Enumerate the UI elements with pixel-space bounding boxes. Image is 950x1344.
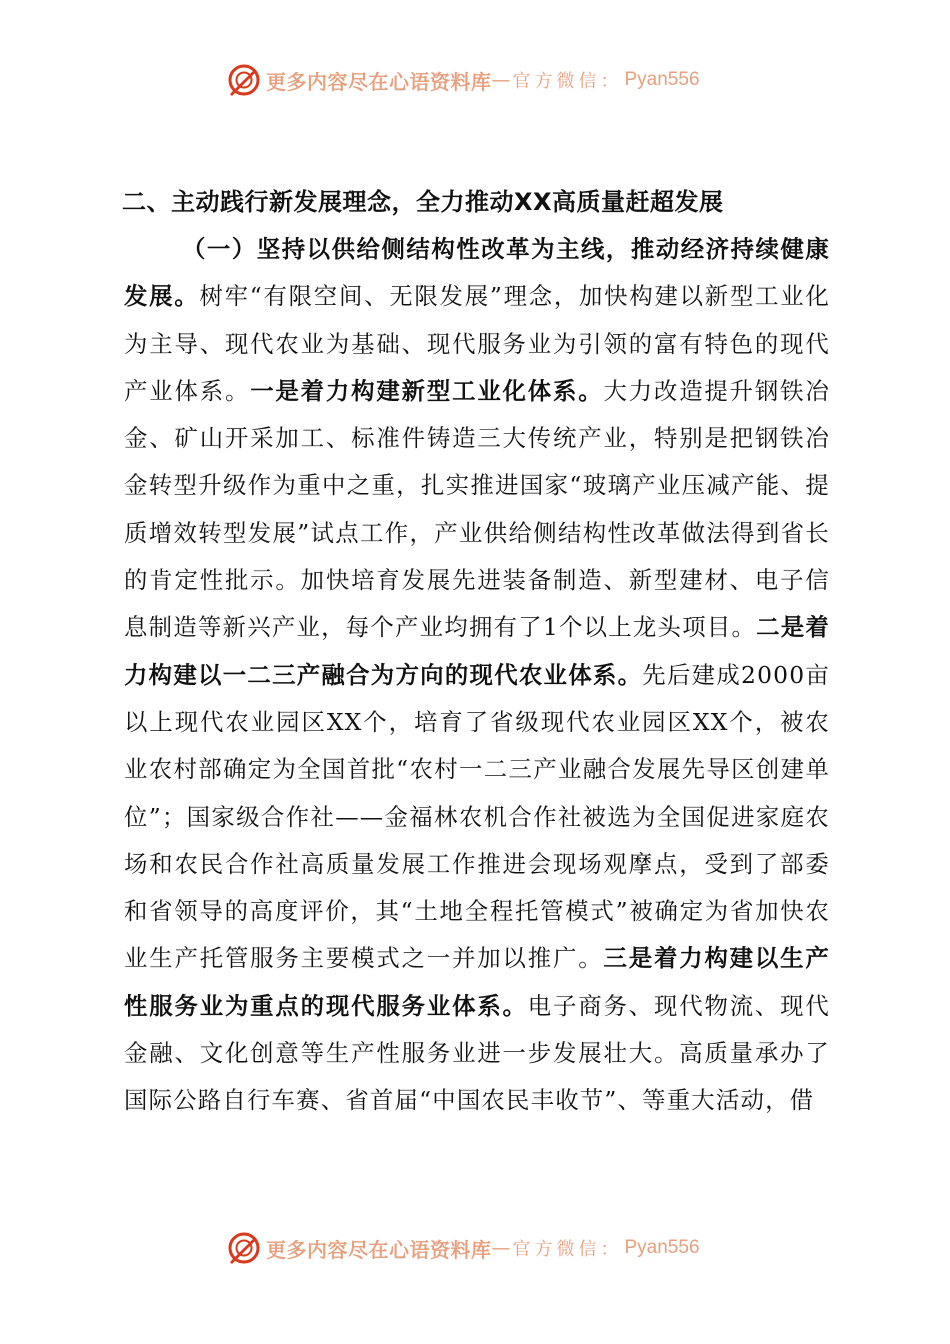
bold-run-point-two: 二是着力构建以一二三产融合为方向的现代农业体系。 [124, 613, 830, 689]
watermark-banner-bottom [226, 1230, 700, 1266]
watermark-contact-label: 官方微信： [512, 1239, 623, 1260]
document-body [124, 178, 830, 1125]
watermark-separator: — [491, 1237, 511, 1259]
bold-run-point-three: 三是着力构建以生产性服务业为重点的现代服务业体系。 [124, 944, 830, 1020]
bold-run-subsection-title: （一）坚持以供给侧结构性改革为主线，推动经济持续健康发展。 [124, 235, 830, 311]
text-run: 树牢“有限空间、无限发展”理念，加快构建以新型工业化为主导、现代农业为基础、现代服务业为引领的富有特色的现代产业体系。 [124, 282, 830, 405]
watermark-contact-label: 官方微信： [512, 71, 623, 92]
watermark-contact-id: Pyan556 [624, 69, 700, 90]
section-heading: 二、主动践行新发展理念，全力推动XX高质量赶超发展 [122, 188, 724, 216]
watermark-brand-text: 更多内容尽在心语资料库 [266, 69, 492, 94]
pen-circle-logo-icon [226, 62, 262, 98]
pen-circle-logo-icon [226, 1230, 262, 1266]
watermark-brand-text: 更多内容尽在心语资料库 [266, 1237, 492, 1262]
watermark-separator: — [491, 69, 511, 91]
watermark-contact-id: Pyan556 [624, 1237, 700, 1258]
bold-run-point-one: 一是着力构建新型工业化体系。 [250, 376, 604, 405]
watermark-banner-top [226, 62, 700, 98]
body-paragraph [124, 226, 830, 1125]
text-run: 先后建成2000亩以上现代农业园区XX个，培育了省级现代农业园区XX个，被农业农村部确定为全国首批“农村一二三产业融合发展先导区创建单位”；国家级合作社——金福林农机合作社被选为全国促进家庭农场和农民合作社高质量发展工作推进会现场观摩点，受到了部委和省领导的高度评价，其“土地全程托管模式”被确定为省加快农业生产托管服务主要模式之一并加以推广。 [124, 660, 831, 973]
text-run: 电子商务、现代物流、现代金融、文化创意等生产性服务业进一步发展壮大。高质量承办了国际公路自行车赛、省首届“中国农民丰收节”、等重大活动，借 [124, 991, 830, 1115]
text-run: 大力改造提升钢铁冶金、矿山开采加工、标准件铸造三大传统产业，特别是把钢铁冶金转型升级作为重中之重，扎实推进国家“玻璃产业压减产能、提质增效转型发展”试点工作，产业供给侧结构性改革做法得到省长的肯定性批示。加快培育发展先进装备制造、新型建材、电子信息制造等新兴产业，每个产业均拥有了1个以上龙头项目。 [124, 376, 830, 642]
